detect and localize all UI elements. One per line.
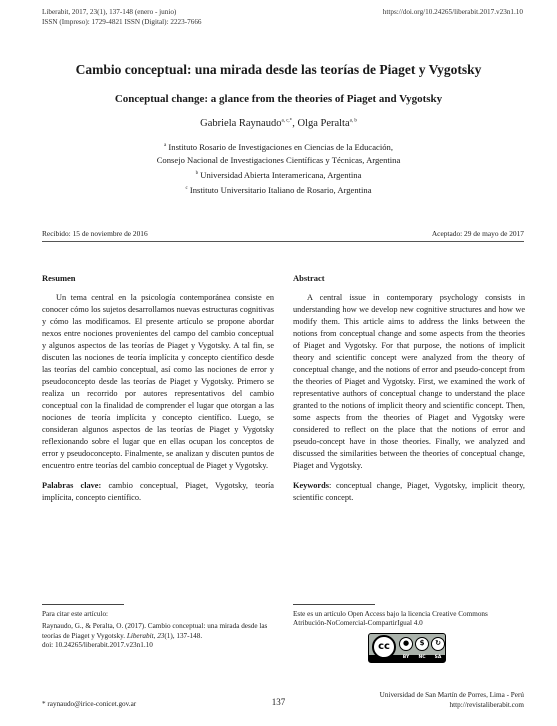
author-email[interactable]: * raynaudo@irice-conicet.gov.ar — [42, 700, 137, 708]
noncommercial-icon: $ — [415, 637, 429, 651]
accepted-date: Aceptado: 29 de mayo de 2017 — [431, 229, 524, 238]
author-line: Gabriela Raynaudo$^{a, c,*}$, Olga Peralta$^{a, b}$ — [200, 118, 357, 129]
keywords-text: cambio conceptual, Piaget, Vygotsky, teoría implícita, concepto científico. — [42, 481, 274, 502]
citation-volume: 23 — [157, 631, 165, 640]
issn-line: ISSN (Impreso): 1729-4821 ISSN (Digital): 2223-7666 — [42, 17, 202, 26]
affiliation-item — [0, 182, 557, 197]
affiliation-text: Universidad Abierta Interamericana, Argentina — [200, 170, 362, 181]
abstract-keywords — [293, 480, 525, 504]
divider — [42, 241, 524, 242]
citation-journal: Liberabit, — [126, 631, 156, 640]
license-line: Este es un artículo Open Access bajo la licencia Creative Commons — [293, 610, 488, 618]
dates-row — [42, 229, 524, 238]
resumen-text: Un tema central en la psicología contemporánea consiste en conocer cómo los sujetos desarrollamos nuevas estructuras cognitivas y cómo las modificamos. El presente artículo se propone abordar nexos entre nociones provenientes del campo del cambio conceptual y algunos aspectos de las teorías de Piaget y Vygotsky. A tal fin, se discuten las nociones de teoría implícita y concepto científico desde las teorías del cambio conceptual, así como las nociones de error y pseudoconcepto desde las teorías de Piaget y Vygotsky. Primero se realiza un recorrido por autores representativos del cambio conceptual con la finalidad de comprender el lugar que otorgan a las nociones de teoría implícita y concepto científico. Luego, se consideran algunos aspectos de las teorías de Piaget y Vygotsky reflexionando sobre el lugar que en ellas ocupan los conceptos de error y pseudoconcepto. Finalmente, se analizan y discuten puntos de encuentro entre teorías del cambio conceptual de Piaget y Vygotsky. — [42, 293, 274, 470]
affiliation-text: Consejo Nacional de Investigaciones Científicas y Técnicas, Argentina — [156, 155, 401, 166]
keywords-label: Palabras clave: — [42, 481, 102, 490]
sharealike-icon: ↻ — [431, 637, 445, 651]
abstract-section — [293, 272, 525, 504]
creative-commons-badge[interactable] — [368, 633, 446, 663]
abstract-text: A central issue in contemporary psychology consists in understanding how we develop new cognitive structures and how we modify them. This article aims to address the links between the notions from conceptual change and some aspects from the theories of Piaget and Vygotsky. For that purpose, the notions of implicit theory and scientific concept were analyzed from the theory of conceptual change, and the notions of error and pseudo-concept from the theories of Piaget and Vygotsky. First, we examined the work of representative authors of conceptual change to understand the place granted to the notions of implicit theory and scientific concept. Then, some aspects from the theories of Piaget and Vygotsky were considered to reflect on the place that the notions of error and pseudo-concept have in those theories. Finally, we analyzed and discussed the similarities between the theories of conceptual change, Piaget and Vygotsky. — [293, 293, 525, 470]
sa-label: SA — [434, 655, 442, 660]
by-label: BY — [402, 655, 410, 660]
keywords-label: Keywords — [293, 481, 329, 490]
page-number: 137 — [271, 697, 286, 707]
abstract-heading: Abstract — [293, 273, 325, 283]
affiliation-text: Instituto Rosario de Investigaciones en Ciencias de la Educación, — [168, 141, 393, 152]
license-line: Atribución-NoComercial-CompartirIgual 4.0 — [293, 619, 423, 628]
license-labels — [399, 655, 445, 660]
author-name: Olga Peralta — [297, 118, 350, 129]
affiliation-item — [0, 139, 557, 154]
divider — [293, 604, 375, 605]
resumen-heading: Resumen — [42, 273, 76, 283]
affiliation-text: Instituto Universitario Italiano de Rosario, Argentina — [189, 185, 372, 196]
citation-doi[interactable]: doi: 10.24265/liberabit.2017.v23n1.10 — [42, 641, 153, 650]
article-title: Cambio conceptual: una mirada desde las teorías de Piaget y Vygotsky — [75, 62, 482, 77]
license-block — [293, 610, 528, 629]
received-date: Recibido: 15 de noviembre de 2016 — [42, 229, 148, 238]
affiliations — [0, 139, 557, 197]
resumen-section — [42, 272, 274, 504]
citation-label: Para citar este artículo: — [42, 610, 109, 618]
attribution-icon: ● — [399, 637, 413, 651]
affiliation-mark: b — [195, 171, 199, 177]
license-icons — [399, 637, 445, 651]
affiliation-item — [0, 154, 557, 167]
citation-reference: Raynaudo, G., & Peralta, O. (2017). Cambio conceptual: una mirada desde las teorías de Piaget y Vygotsky. — [42, 622, 268, 640]
resumen-keywords — [42, 480, 274, 504]
author-name: Gabriela Raynaudo — [200, 118, 282, 129]
affiliation-mark: a — [164, 143, 167, 148]
journal-url[interactable]: http://revistaliberabit.com — [449, 701, 524, 709]
keywords-text: : conceptual change, Piaget, Vygotsky, implicit theory, scientific concept. — [293, 481, 525, 502]
cc-icon: cc — [372, 635, 396, 659]
citation-block — [42, 610, 274, 651]
journal-line: Liberabit, 2017, 23(1), 137-148 (enero - junio) — [42, 8, 177, 16]
university-name: Universidad de San Martín de Porres, Lima - Perú — [379, 691, 524, 699]
author-marks: a, b — [349, 118, 357, 124]
publisher-info — [380, 690, 524, 710]
journal-header — [42, 8, 202, 27]
article-subtitle: Conceptual change: a glance from the theories of Piaget and Vygotsky — [114, 93, 443, 105]
divider — [42, 604, 124, 605]
nc-label: NC — [418, 655, 426, 660]
affiliation-item — [0, 167, 557, 182]
doi-link[interactable]: https://doi.org/10.24265/liberabit.2017.v23n1.10 — [382, 8, 523, 16]
affiliation-mark: c — [185, 186, 188, 192]
author-marks: a, c,* — [281, 118, 293, 124]
citation-pages: (1), 137-148. — [164, 631, 203, 640]
citation-text — [42, 622, 274, 641]
